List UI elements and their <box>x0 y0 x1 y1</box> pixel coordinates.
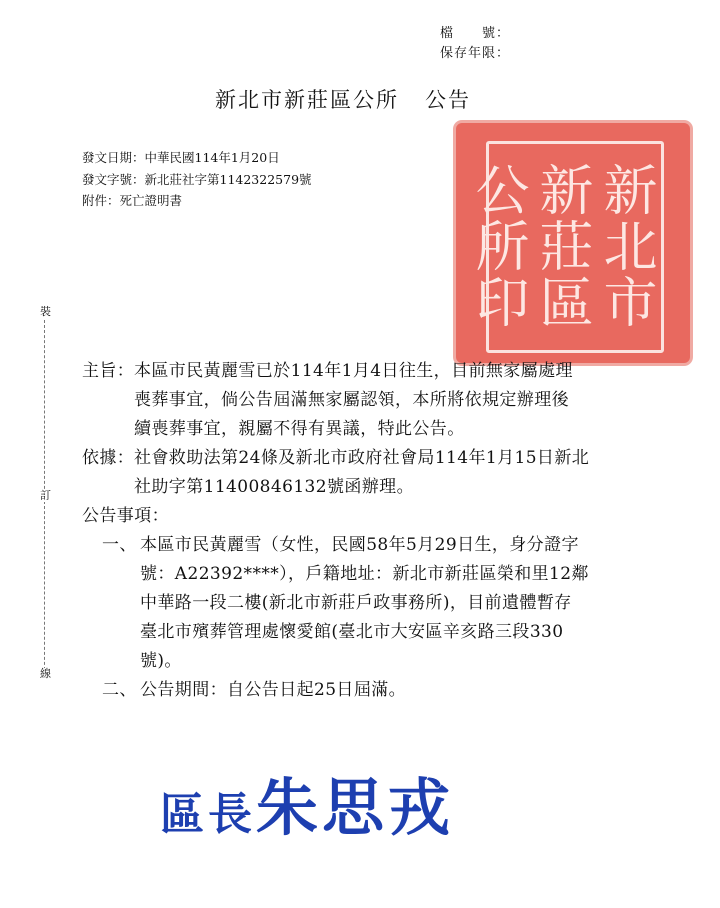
document-type: 公告 <box>425 88 471 112</box>
basis-line: 社會救助法第24條及新北市政府社會局114年1月15日新北 <box>134 448 590 468</box>
archive-number-label: 檔 號： <box>440 26 511 41</box>
item-1-line: 號：A22392****），戶籍地址：新北市新莊區榮和里12鄰 <box>140 564 589 584</box>
item-1-line: 號)。 <box>140 651 182 671</box>
subject-line: 本區市民黃麗雪已於114年1月4日往生，目前無家屬處理 <box>134 361 573 381</box>
official-seal <box>456 123 690 363</box>
items-label: 公告事項： <box>82 506 169 526</box>
reference-number: 發文字號：新北莊社字第1142322579號 <box>82 172 312 187</box>
item-1-line: 本區市民黃麗雪（女性，民國58年5月29日生，身分證字 <box>140 535 579 555</box>
basis-label: 依據： <box>82 448 135 468</box>
signature-name: 朱思戎 <box>256 771 455 844</box>
item-1-number: 一、 <box>102 535 137 555</box>
basis-line: 社助字第11400846132號函辦理。 <box>134 477 414 497</box>
item-2-text: 公告期間：自公告日起25日屆滿。 <box>140 680 407 700</box>
issuing-organization: 新北市新莊區公所 <box>215 88 399 112</box>
subject-label: 主旨： <box>82 361 135 381</box>
binding-mark-ding: 訂 <box>40 489 51 502</box>
item-2-number: 二、 <box>102 680 137 700</box>
signature-title: 區長 <box>160 789 256 840</box>
retention-period-label: 保存年限： <box>440 46 511 61</box>
item-1-line: 臺北市殯葬管理處懷愛館(臺北市大安區辛亥路三段330 <box>140 622 564 642</box>
signature <box>160 758 454 847</box>
subject-line: 喪葬事宜，倘公告屆滿無家屬認領，本所將依規定辦理後 <box>134 390 569 410</box>
document-title <box>215 84 471 114</box>
issue-date: 發文日期：中華民國114年1月20日 <box>82 150 280 165</box>
seal-text: 新北市新莊區公所印 <box>467 162 658 330</box>
binding-mark-xian: 線 <box>40 667 51 680</box>
subject-line: 續喪葬事宜，親屬不得有異議，特此公告。 <box>134 419 465 439</box>
binding-margin <box>40 0 50 908</box>
attachment: 附件：死亡證明書 <box>82 193 183 208</box>
item-1-line: 中華路一段二樓(新北市新莊戶政事務所)，目前遺體暫存 <box>140 593 572 613</box>
binding-mark-zhuang: 裝 <box>40 305 51 318</box>
